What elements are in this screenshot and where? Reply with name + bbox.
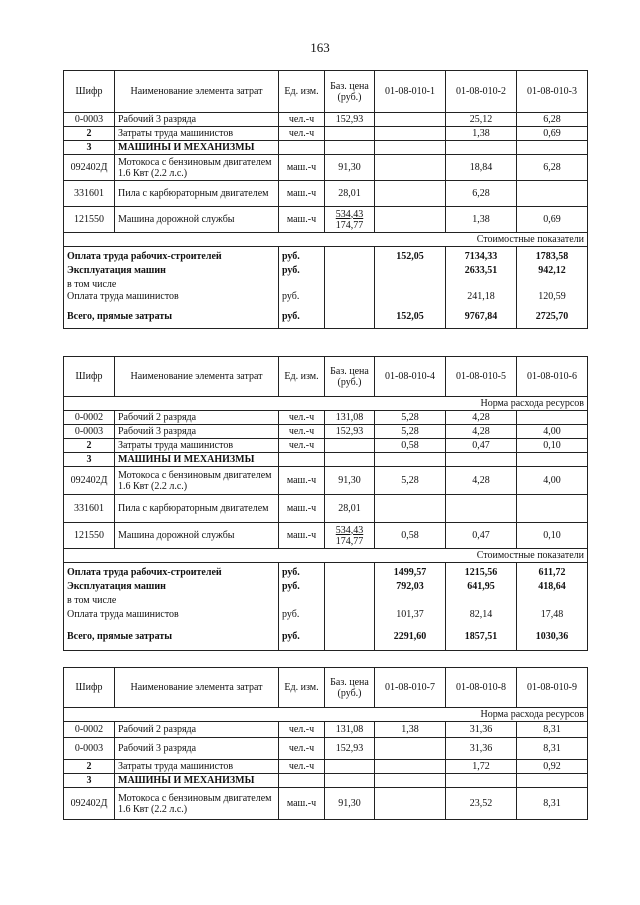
band-label: Норма расхода ресурсов [64, 708, 588, 722]
summary-value: 152,05 [396, 251, 424, 262]
row-code: 3 [64, 453, 115, 467]
summary-labels [64, 247, 279, 329]
row-code: 0-0002 [64, 722, 115, 738]
row-value [375, 788, 446, 820]
header-col: 01-08-010-6 [517, 357, 588, 397]
header-code: Шифр [64, 668, 115, 708]
row-price: 152,93 [325, 113, 375, 127]
table-row [64, 523, 588, 549]
row-value [375, 207, 446, 233]
row-price: 28,01 [325, 495, 375, 523]
row-value: 0,69 [517, 207, 588, 233]
table-row [64, 141, 588, 155]
summary-label: Оплата труда машинистов [67, 291, 179, 302]
table-row [64, 495, 588, 523]
header-col: 01-08-010-1 [375, 71, 446, 113]
row-unit: маш.-ч [279, 788, 325, 820]
row-price: 152,93 [325, 425, 375, 439]
summary-col [517, 563, 588, 651]
summary-value: 1783,58 [535, 251, 569, 262]
table-row [64, 467, 588, 495]
row-name: МАШИНЫ И МЕХАНИЗМЫ [115, 141, 279, 155]
row-value: 8,31 [517, 722, 588, 738]
section-band [64, 397, 588, 411]
row-value: 0,47 [446, 523, 517, 549]
row-name: Рабочий 3 разряда [115, 738, 279, 760]
row-price [325, 127, 375, 141]
row-name: Рабочий 3 разряда [115, 113, 279, 127]
summary-unit: руб. [282, 567, 300, 578]
row-unit: чел.-ч [279, 760, 325, 774]
summary-col [375, 563, 446, 651]
summary-label: Оплата труда машинистов [67, 609, 179, 620]
row-code: 0-0003 [64, 425, 115, 439]
row-price [325, 760, 375, 774]
summary-value: 101,37 [396, 609, 424, 620]
row-code: 3 [64, 774, 115, 788]
table-row [64, 113, 588, 127]
row-value: 4,00 [517, 425, 588, 439]
row-value [517, 774, 588, 788]
summary-label: в том числе [67, 595, 117, 606]
summary-value: 2633,51 [464, 265, 498, 276]
row-price: 152,93 [325, 738, 375, 760]
resource-table-2 [63, 356, 588, 651]
row-price [325, 774, 375, 788]
row-value: 4,28 [446, 467, 517, 495]
table-row [64, 181, 588, 207]
row-value: 31,36 [446, 722, 517, 738]
row-value [375, 113, 446, 127]
summary-unit: руб. [282, 311, 300, 322]
row-unit [279, 141, 325, 155]
row-unit: чел.-ч [279, 439, 325, 453]
summary-value: 1499,57 [393, 567, 427, 578]
row-name: Рабочий 2 разряда [115, 411, 279, 425]
row-value [375, 181, 446, 207]
table-row [64, 155, 588, 181]
row-value [375, 760, 446, 774]
header-unit: Ед. изм. [279, 668, 325, 708]
summary-value [378, 291, 442, 311]
row-value [375, 453, 446, 467]
row-value [517, 411, 588, 425]
header-col: 01-08-010-4 [375, 357, 446, 397]
header-price: Баз. цена (руб.) [325, 668, 375, 708]
summary-value: 152,05 [396, 311, 424, 322]
summary-col [446, 563, 517, 651]
row-value: 1,38 [446, 207, 517, 233]
summary-unit: руб. [282, 609, 300, 620]
row-value: 6,28 [446, 181, 517, 207]
summary-label: Всего, прямые затраты [67, 311, 173, 322]
header-col: 01-08-010-2 [446, 71, 517, 113]
band-label: Норма расхода ресурсов [64, 397, 588, 411]
row-price: 131,08 [325, 411, 375, 425]
header-price: Баз. цена (руб.) [325, 71, 375, 113]
price-bottom: 174,77 [335, 535, 364, 547]
row-unit: чел.-ч [279, 722, 325, 738]
row-code: 2 [64, 760, 115, 774]
table-row [64, 788, 588, 820]
row-value: 5,28 [375, 425, 446, 439]
row-code: 092402Д [64, 788, 115, 820]
row-code: 121550 [64, 523, 115, 549]
table-row [64, 738, 588, 760]
summary-empty [325, 563, 375, 651]
summary-value: 1857,51 [464, 631, 498, 642]
table-row [64, 411, 588, 425]
band-label: Стоимостные показатели [64, 233, 588, 247]
summary-units [279, 247, 325, 329]
row-unit: чел.-ч [279, 113, 325, 127]
section-band [64, 549, 588, 563]
row-unit: маш.-ч [279, 181, 325, 207]
row-code: 0-0003 [64, 738, 115, 760]
row-code: 3 [64, 141, 115, 155]
row-value: 0,58 [375, 439, 446, 453]
price-top: 534,43 [335, 524, 364, 536]
header-unit: Ед. изм. [279, 71, 325, 113]
header-code: Шифр [64, 357, 115, 397]
row-value: 0,58 [375, 523, 446, 549]
row-value [446, 141, 517, 155]
resource-table-3 [63, 667, 588, 820]
summary-col [517, 247, 588, 329]
table-row [64, 425, 588, 439]
summary-value: 82,14 [469, 609, 493, 620]
table-row [64, 722, 588, 738]
summary-unit: руб. [282, 251, 300, 262]
header-name: Наименование элемента затрат [115, 71, 279, 113]
row-price: 91,30 [325, 155, 375, 181]
row-value [375, 155, 446, 181]
summary-labels [64, 563, 279, 651]
row-value: 6,28 [517, 113, 588, 127]
row-value [517, 181, 588, 207]
row-value [375, 738, 446, 760]
table-row [64, 127, 588, 141]
summary-row [64, 247, 588, 329]
price-top: 534,43 [335, 208, 364, 220]
row-price: 28,01 [325, 181, 375, 207]
resource-table-1 [63, 70, 588, 329]
row-value: 4,28 [446, 411, 517, 425]
summary-row [64, 563, 588, 651]
summary-value: 1215,56 [464, 567, 498, 578]
header-col: 01-08-010-3 [517, 71, 588, 113]
price-bottom: 174,77 [335, 219, 364, 231]
row-price [325, 141, 375, 155]
row-value: 5,28 [375, 411, 446, 425]
row-name: Мотокоса с бензиновым двигателем 1.6 Квт (2.2 л.с.) [115, 788, 279, 820]
row-unit: чел.-ч [279, 425, 325, 439]
row-value: 0,47 [446, 439, 517, 453]
row-name: Затраты труда машинистов [115, 760, 279, 774]
row-name: Машина дорожной службы [115, 207, 279, 233]
summary-label: Оплата труда рабочих-строителей [67, 251, 222, 262]
row-value [375, 127, 446, 141]
summary-value: 418,64 [538, 581, 566, 592]
row-name: Машина дорожной службы [115, 523, 279, 549]
row-value: 8,31 [517, 738, 588, 760]
row-unit: маш.-ч [279, 523, 325, 549]
summary-value: 9767,84 [464, 311, 498, 322]
summary-label: в том числе [67, 279, 117, 290]
summary-unit: руб. [282, 581, 300, 592]
table-header [64, 668, 588, 708]
row-value: 31,36 [446, 738, 517, 760]
row-name: Мотокоса с бензиновым двигателем 1.6 Квт (2.2 л.с.) [115, 155, 279, 181]
table-row [64, 207, 588, 233]
header-col: 01-08-010-7 [375, 668, 446, 708]
row-name: МАШИНЫ И МЕХАНИЗМЫ [115, 453, 279, 467]
row-name: Затраты труда машинистов [115, 439, 279, 453]
row-price [325, 439, 375, 453]
summary-unit: руб. [282, 291, 300, 302]
table-header [64, 357, 588, 397]
row-value: 0,10 [517, 439, 588, 453]
summary-value: 7134,33 [464, 251, 498, 262]
row-value: 4,00 [517, 467, 588, 495]
row-value: 18,84 [446, 155, 517, 181]
table-row [64, 453, 588, 467]
band-label: Стоимостные показатели [64, 549, 588, 563]
row-unit: чел.-ч [279, 411, 325, 425]
row-value: 23,52 [446, 788, 517, 820]
summary-value: 2291,60 [393, 631, 427, 642]
row-value: 1,38 [375, 722, 446, 738]
row-value: 1,38 [446, 127, 517, 141]
row-value [375, 774, 446, 788]
row-price [325, 207, 375, 233]
table-row [64, 774, 588, 788]
summary-label: Эксплуатация машин [67, 265, 166, 276]
row-value: 0,10 [517, 523, 588, 549]
row-code: 121550 [64, 207, 115, 233]
row-code: 092402Д [64, 155, 115, 181]
row-code: 2 [64, 127, 115, 141]
row-code: 092402Д [64, 467, 115, 495]
row-value: 0,69 [517, 127, 588, 141]
summary-label: Всего, прямые затраты [67, 631, 173, 642]
section-band [64, 233, 588, 247]
summary-value [378, 265, 442, 279]
summary-value: 120,59 [538, 291, 566, 302]
page-number: 163 [310, 40, 330, 55]
header-price: Баз. цена (руб.) [325, 357, 375, 397]
summary-value: 942,12 [538, 265, 566, 276]
row-name: Затраты труда машинистов [115, 127, 279, 141]
row-price: 131,08 [325, 722, 375, 738]
summary-value: 17,48 [540, 609, 564, 620]
row-value: 1,72 [446, 760, 517, 774]
summary-unit: руб. [282, 265, 300, 276]
row-value: 6,28 [517, 155, 588, 181]
row-name: Рабочий 3 разряда [115, 425, 279, 439]
row-value: 25,12 [446, 113, 517, 127]
row-value [375, 141, 446, 155]
row-name: Мотокоса с бензиновым двигателем 1.6 Квт (2.2 л.с.) [115, 467, 279, 495]
summary-unit: руб. [282, 631, 300, 642]
row-value [517, 495, 588, 523]
row-name: Пила с карбюраторным двигателем [115, 181, 279, 207]
row-value [446, 453, 517, 467]
header-code: Шифр [64, 71, 115, 113]
summary-units [279, 563, 325, 651]
row-value: 0,92 [517, 760, 588, 774]
row-unit: чел.-ч [279, 738, 325, 760]
header-col: 01-08-010-5 [446, 357, 517, 397]
row-name: МАШИНЫ И МЕХАНИЗМЫ [115, 774, 279, 788]
header-name: Наименование элемента затрат [115, 668, 279, 708]
row-name: Пила с карбюраторным двигателем [115, 495, 279, 523]
row-code: 331601 [64, 181, 115, 207]
row-price [325, 523, 375, 549]
header-col: 01-08-010-9 [517, 668, 588, 708]
summary-label: Оплата труда рабочих-строителей [67, 567, 222, 578]
summary-value: 1030,36 [535, 631, 569, 642]
summary-value: 792,03 [396, 581, 424, 592]
summary-label: Эксплуатация машин [67, 581, 166, 592]
row-price: 91,30 [325, 467, 375, 495]
summary-col [446, 247, 517, 329]
summary-value: 241,18 [467, 291, 495, 302]
row-price [325, 453, 375, 467]
table-row [64, 760, 588, 774]
row-value [517, 453, 588, 467]
header-col: 01-08-010-8 [446, 668, 517, 708]
summary-col [375, 247, 446, 329]
row-value: 4,28 [446, 425, 517, 439]
summary-value: 2725,70 [535, 311, 569, 322]
section-band [64, 708, 588, 722]
summary-empty [325, 247, 375, 329]
row-value [375, 495, 446, 523]
row-name: Рабочий 2 разряда [115, 722, 279, 738]
row-value [517, 141, 588, 155]
row-unit: маш.-ч [279, 495, 325, 523]
row-unit: маш.-ч [279, 155, 325, 181]
header-unit: Ед. изм. [279, 357, 325, 397]
table-header [64, 71, 588, 113]
row-value: 8,31 [517, 788, 588, 820]
row-unit [279, 453, 325, 467]
row-unit: маш.-ч [279, 207, 325, 233]
row-code: 2 [64, 439, 115, 453]
row-code: 0-0003 [64, 113, 115, 127]
row-unit [279, 774, 325, 788]
row-value [446, 495, 517, 523]
row-code: 331601 [64, 495, 115, 523]
summary-value: 611,72 [538, 567, 566, 578]
table-row [64, 439, 588, 453]
row-unit: чел.-ч [279, 127, 325, 141]
row-code: 0-0002 [64, 411, 115, 425]
row-unit: маш.-ч [279, 467, 325, 495]
row-value [446, 774, 517, 788]
summary-value: 641,95 [467, 581, 495, 592]
header-name: Наименование элемента затрат [115, 357, 279, 397]
row-value: 5,28 [375, 467, 446, 495]
row-price: 91,30 [325, 788, 375, 820]
